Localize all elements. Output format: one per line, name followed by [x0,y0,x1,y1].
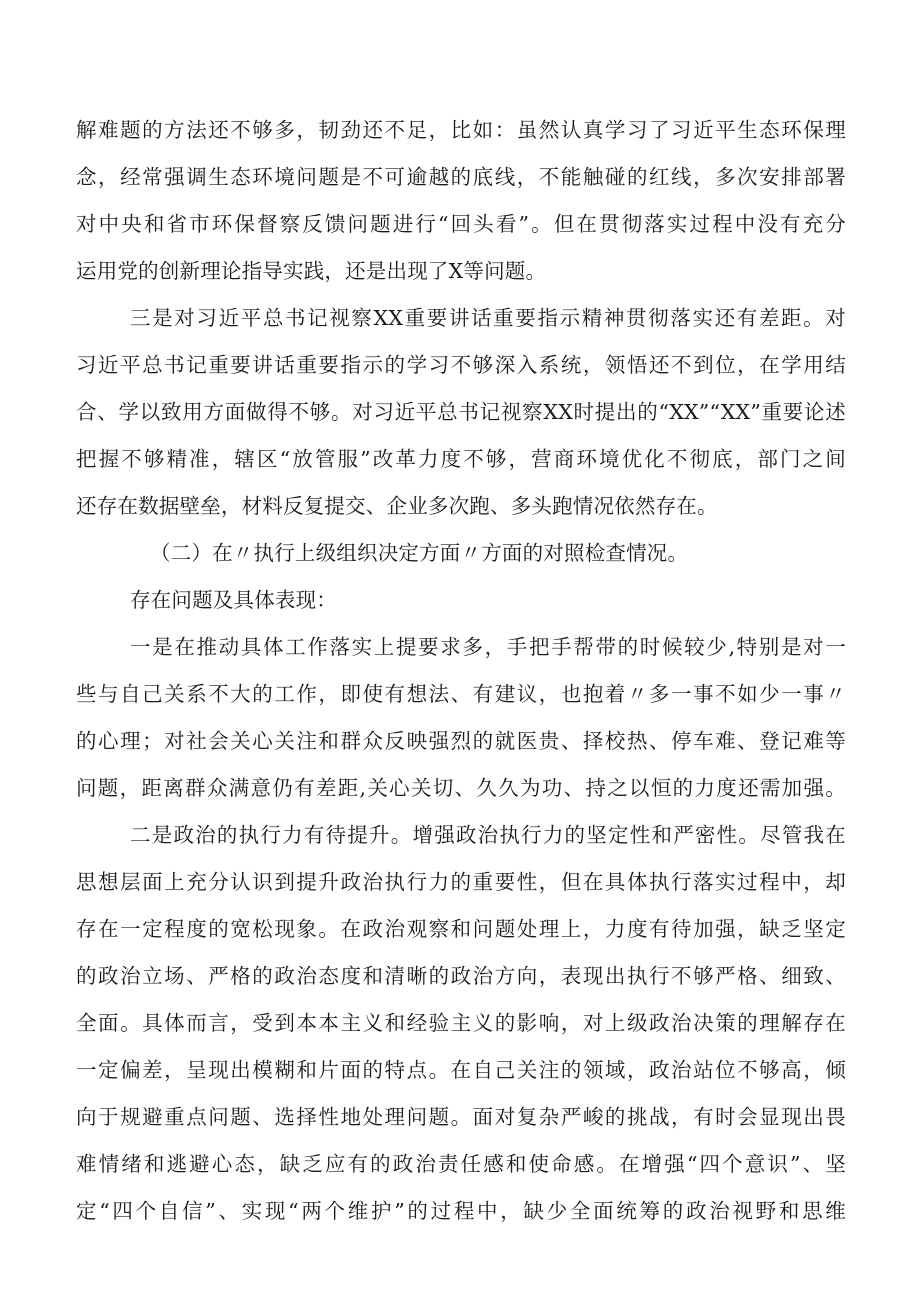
text-line-8: 把握不够精准，辖区“放管服”改革力度不够，营商环境优化不彻底，部门之间 [76,447,846,471]
text-line-4: 运用党的创新理论指导实践，还是出现了X等问题。 [76,259,547,283]
text-line-15: 问题，距离群众满意仍有差距,关心关切、久久为功、持之以恒的力度还需加强。 [76,776,846,800]
text-line-14: 的心理；对社会关心关注和群众反映强烈的就医贵、择校热、停车难、登记难等 [76,729,846,753]
text-line-2: 念，经常强调生态环境问题是不可逾越的底线，不能触碰的红线，多次安排部署 [76,165,846,189]
text-line-3: 对中央和省市环保督察反馈问题进行“回头看”。但在贯彻落实过程中没有充分 [76,212,846,236]
text-line-23: 难情绪和逃避心态，缺乏应有的政治责任感和使命感。在增强“四个意识”、坚 [76,1152,846,1176]
text-line-18: 存在一定程度的宽松现象。在政治观察和问题处理上，力度有待加强，缺乏坚定 [76,917,846,941]
text-line-20: 全面。具体而言，受到本本主义和经验主义的影响，对上级政治决策的理解存在 [76,1011,846,1035]
text-line-9: 还存在数据壁垒，材料反复提交、企业多次跑、多头跑情况依然存在。 [76,494,718,518]
text-line-6: 习近平总书记重要讲话重要指示的学习不够深入系统，领悟还不到位，在学用结 [76,353,846,377]
text-line-17: 思想层面上充分认识到提升政治执行力的重要性，但在具体执行落实过程中，却 [76,870,846,894]
text-line-21: 一定偏差，呈现出模糊和片面的特点。在自己关注的领域，政治站位不够高，倾 [76,1058,846,1082]
text-line-1: 解难题的方法还不够多，韧劲还不足，比如：虽然认真学习了习近平生态环保理 [76,118,846,142]
subheading: 存在问题及具体表现： [130,588,337,612]
text-line-7: 合、学以致用方面做得不够。对习近平总书记视察XX时提出的“XX”“XX”重要论述 [76,400,846,424]
section-heading: （二）在〃执行上级组织决定方面〃方面的对照检查情况。 [150,541,689,565]
text-line-22: 向于规避重点问题、选择性地处理问题。面对复杂严峻的挑战，有时会显现出畏 [76,1105,846,1129]
text-line-19: 的政治立场、严格的政治态度和清晰的政治方向，表现出执行不够严格、细致、 [76,964,846,988]
text-line-13: 些与自己关系不大的工作，即使有想法、有建议，也抱着〃多一事不如少一事〃 [76,682,846,706]
text-line-24: 定“四个自信”、实现“两个维护”的过程中，缺少全面统筹的政治视野和思维 [76,1199,846,1223]
text-line-16: 二是政治的执行力有待提升。增强政治执行力的坚定性和严密性。尽管我在 [130,823,846,847]
text-line-12: 一是在推动具体工作落实上提要求多，手把手帮带的时候较少,特别是对一 [130,635,846,659]
text-line-5: 三是对习近平总书记视察XX重要讲话重要指示精神贯彻落实还有差距。对 [130,306,846,330]
